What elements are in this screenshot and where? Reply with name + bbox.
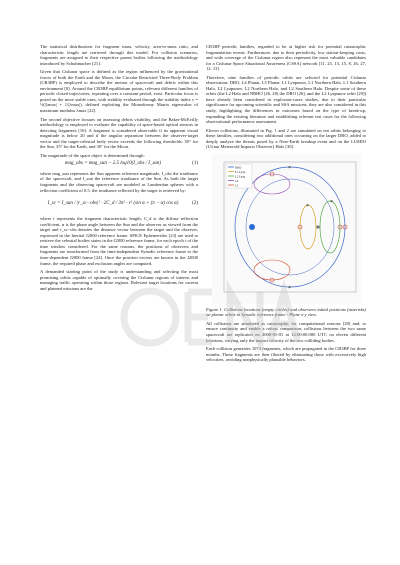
- paragraph: CR3BP periodic families, regarded to be at higher risk for potential catastrophic fragmentation events. Furthermore, due to their periodicity, low station-keeping costs, and wide coverage of the Cislunar region also represent the most valuable candidates for a Cislunar Space Situational Awareness (CSSA) network [11, 25, 13, 15, 8, 26, 27, 12, 13].: [206, 44, 366, 72]
- paragraph: where r represents the fragment characteristic length, C_d is the diffuse reflection coefficient, α is the phase angle between the Sun and the observer as viewed from the target and r_sc−obs denotes the distance vector between the target and the observer, expressed in the Inertial J2000 reference frame. SPICE Ephemerides [23] are used to retrieve the celestial bodies states in the J2000 reference frame, for each epoch t of the time window considered. For the same reasons, the positions of observers and fragments are transformed from the time-independent Synodic reference frame to the time-dependent J2000 frame [24]. Once the position vectors are known in the J2000 frame, the required phase and exclusion angles are computed.: [40, 216, 198, 266]
- dro-orbit-inner: [246, 179, 334, 275]
- earth-marker: [249, 224, 255, 230]
- paragraph: The statistical distributions for fragment mass, velocity, area-to-mass ratio, and characteristic length are retrieved through this model. For collision scenarios, fragments are assigned to their respective parent bodies following the methodology introduced by Schuhmacher [21].: [40, 44, 198, 66]
- equation-number: (1): [192, 161, 198, 167]
- observer-marker: *: [330, 199, 333, 206]
- paragraph: The second objective focuses on assessing debris visibility, and the Baker-McEvilly methodology is employed to evaluate the capability of space-based optical sensors in detecting fragments [16]. A fragment is considered observable if its apparent visual magnitude is below 20 and if the angular separation between the observer-target vector and the target-celestial body vector exceeds the following thresholds: 50° for the Sun, 35° for the Earth, and 30° for the Moon.: [40, 116, 198, 150]
- l5-planar-orbit: [254, 260, 290, 280]
- equation-1: [40, 161, 198, 167]
- figure-legend: [226, 164, 252, 188]
- paragraph: Eleven collisions, illustrated in Fig. 1 and 2 are simulated on ten orbits belonging to these families, considering two additional ones occurring on the larger DRO, added to deeply analyze the threats posed by a Near-Earth breakup event and on the LUMIO (LUnar Meteoroid Impacts Observer) Halo [30].: [206, 127, 366, 150]
- right-column: [206, 44, 366, 366]
- equation-number: (2): [192, 201, 198, 207]
- equation-body: mag_obs = mag_sun − 2.5 log10(I_obs / I_sun): [64, 161, 162, 167]
- observer-marker: *: [288, 165, 291, 172]
- figure-caption: Figure 1. Collisions locations (empty circles) and observers initial positions (asterisks) on planar orbits in Synodic reference frame - Plane x-y view.: [206, 306, 366, 318]
- l4-planar-orbit: [254, 174, 290, 194]
- paragraph: The magnitude of the space object is determined through:: [40, 152, 145, 158]
- l1-lyapunov-orbit: [300, 205, 316, 249]
- paragraph: Therefore, nine families of periodic orbits are selected for potential Cislunar observation: DRO, L4 Planar, L5 Planar, L1 Lyapunov, L1 Northern Halo, L1 Southern Halo, L2 Lyapunov, L2 Northern Halo, and L2 Southern Halo. Despite some of these orbits (the L2 Halo and NRHO [26, 28] the DRO [26], and the L2 Lyapunov orbit [29]) have already been considered in explosion-cases studies, due to their particular significance for upcoming scientific and SSA missions, they are also considered in this study, highlighting the differences in outcomes based on the type of break-up, expanding the existing literature and establishing relevant test cases for the following observational performance assessment.: [206, 74, 366, 125]
- paragraph: where mag_sun represents the Sun apparent reference magnitude, I_obs the irradiance of the spacecraft, and I_sun the reference irradiance of the Sun. As both the target fragments and the observing spacecraft are modeled as Lambertian spheres with a reflection coefficient of 0.5, the irradiance reflected by the target is retrieved by:: [40, 170, 198, 193]
- paragraph: A demanded starting point of the study is understanding and selecting the most promising orbits capable of optimally covering the Cislunar regions of interest and managing traffic operating within those regions. Relevant target locations for current and planned missions are the: [40, 269, 198, 291]
- legend-item: L2 Lyap.: [235, 174, 246, 179]
- paragraph: All collisions are simulated as catastrophic for computational reasons [20] and, to ensure continuity and enable a robust comparison, collisions between the two same spacecraft are replicated on 2000-01-01 at 12:00:00.000 UTC on eleven different locations, varying only the impact velocity of the two colliding bodies.: [206, 320, 366, 343]
- equation-body: I_sc = I_sun / |r_sc−obs|² · 2C_d / 3π² · r² (sin α + (π − α) cos α): [47, 201, 179, 207]
- legend-item: DRO: [235, 165, 242, 170]
- figure-1: [212, 154, 362, 304]
- paragraph: Each collision generates 1074 fragments, which are propagated in the CR3BP for three months. These fragments are then filtered by eliminating those with excessively high velocities, avoiding nonphysically plausible behaviors.: [206, 346, 366, 363]
- equation-2: [40, 196, 198, 212]
- paragraph: Given that Cislunar space is defined as the region influenced by the gravitational forces of both the Earth and the Moon, the Circular Restricted Three-Body Problem (CR3BP) is employed to describe the motion of spacecraft and debris within this environment [8]. Around the CR3BP equilibrium points, relevant different families of periodic closed trajectories, repeating over a constant period, exist. Particular focus is posed on the more stable ones, with stability evaluated through the stability index ν = ½(|λmax| + 1/|λmax|), defined exploiting the Monodromy Matrix eigenvalue of maximum modulus λmax [22].: [40, 69, 198, 114]
- legend-item: L4: [235, 178, 239, 183]
- observer-marker: *: [288, 285, 291, 292]
- l2-lyapunov-orbit: [320, 201, 340, 253]
- moon-marker: [316, 225, 319, 228]
- left-column: [40, 44, 198, 294]
- observer-marker: *: [306, 203, 309, 210]
- legend-item: L5: [235, 183, 239, 188]
- legend-item: L1 Lyap.: [235, 169, 246, 174]
- orbit-plot: [212, 154, 362, 304]
